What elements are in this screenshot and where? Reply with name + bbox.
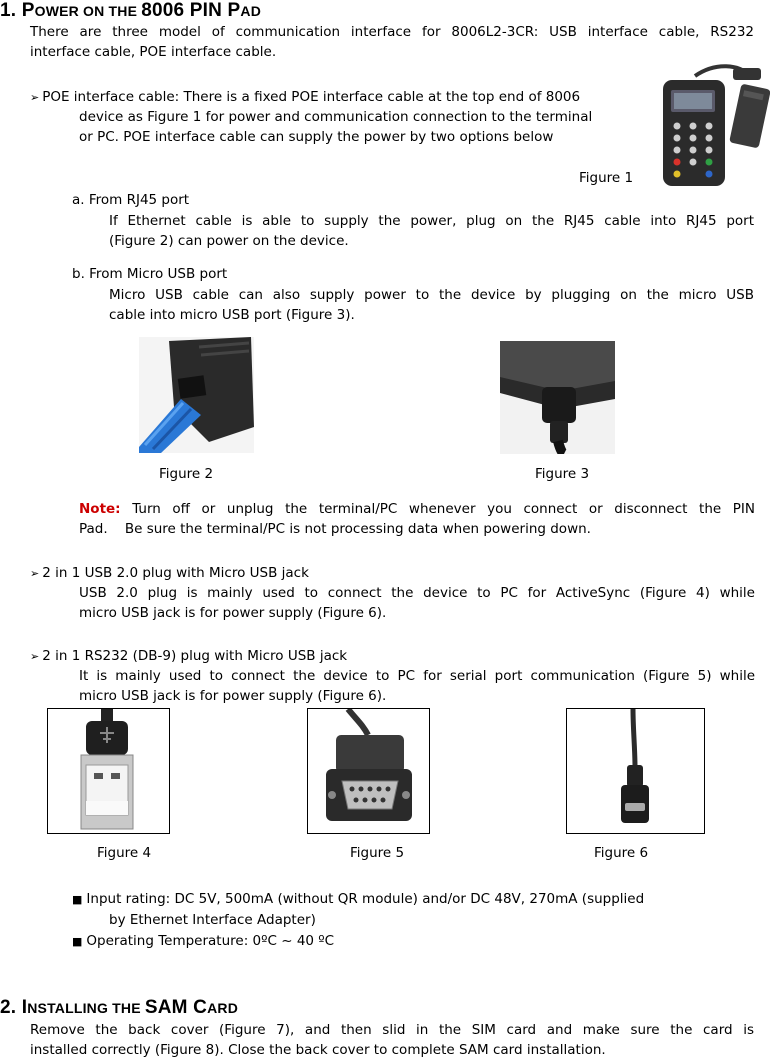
- figure-6-microusb-jack-image: [566, 708, 705, 834]
- figure-1-pinpad-image: [655, 58, 770, 190]
- arrow-bullet-icon: ➢: [30, 650, 40, 663]
- input-rating-line-1: Input rating: DC 5V, 500mA (without QR module) and/or DC 48V, 270mA (supplied: [86, 891, 645, 907]
- section-number: 2.: [0, 997, 17, 1018]
- rs232-title: 2 in 1 RS232 (DB-9) plug with Micro USB jack: [42, 648, 348, 664]
- figure-2-caption: Figure 2: [159, 466, 214, 482]
- figure-3-microusb-image: [500, 341, 615, 454]
- figure-4-usb-plug-image: [47, 708, 170, 834]
- title-part: ARD: [207, 1000, 239, 1016]
- rs232-line-2: micro USB jack is for power supply (Figure 6).: [79, 688, 387, 704]
- title-part: 8006 PIN P: [141, 0, 241, 21]
- poe-line-1: POE interface cable: There is a fixed POE interface cable at the top end of 8006: [42, 89, 581, 105]
- spec-operating-temp: [72, 931, 334, 952]
- note-line-1: [79, 499, 755, 519]
- poe-line-2: device as Figure 1 for power and communication connection to the terminal: [79, 109, 593, 125]
- figure-1-caption: Figure 1: [579, 170, 634, 186]
- section-2-line-2: installed correctly (Figure 8). Close the back cover to complete SAM card installation.: [30, 1042, 606, 1058]
- option-a-label: a. From RJ45 port: [72, 192, 190, 208]
- poe-bullet: [30, 87, 580, 108]
- square-bullet-icon: ■: [72, 893, 83, 906]
- note-line-2: Pad. Be sure the terminal/PC is not processing data when powering down.: [79, 521, 591, 537]
- spec-input-rating: [72, 889, 644, 910]
- usb-line-1: USB 2.0 plug is mainly used to connect the device to PC for ActiveSync (Figure 4) while: [79, 585, 755, 601]
- title-part: P: [21, 0, 35, 21]
- poe-line-3: or PC. POE interface cable can supply the power by two options below: [79, 129, 554, 145]
- title-part: AD: [240, 3, 262, 19]
- option-a-line-1: If Ethernet cable is able to supply the power, plug on the RJ45 cable into RJ45 port: [109, 213, 754, 229]
- figure-4-caption: Figure 4: [97, 845, 152, 861]
- usb-line-2: micro USB jack is for power supply (Figure 6).: [79, 605, 387, 621]
- figure-5-db9-image: [307, 708, 430, 834]
- arrow-bullet-icon: ➢: [30, 91, 40, 104]
- option-a-line-2: (Figure 2) can power on the device.: [109, 233, 349, 249]
- title-part: I: [21, 997, 28, 1018]
- title-part: OWER ON THE: [34, 3, 142, 19]
- title-part: SAM C: [144, 997, 208, 1018]
- rs232-line-1: It is mainly used to connect the device to PC for serial port communication (Figure 5) while: [79, 668, 755, 684]
- intro-line-1: There are three model of communication interface for 8006L2-3CR: USB interface cable, RS232: [30, 24, 754, 40]
- option-b-label: b. From Micro USB port: [72, 266, 228, 282]
- note-label: Note:: [79, 501, 121, 517]
- title-part: NSTALLING THE: [27, 1000, 145, 1016]
- figure-6-caption: Figure 6: [594, 845, 649, 861]
- arrow-bullet-icon: ➢: [30, 567, 40, 580]
- figure-2-rj45-image: [139, 337, 254, 453]
- usb-bullet: [30, 563, 309, 584]
- operating-temp-text: Operating Temperature: 0ºC ~ 40 ºC: [86, 933, 335, 949]
- rs232-bullet: [30, 646, 347, 667]
- section-2-heading: [0, 997, 238, 1019]
- figure-5-caption: Figure 5: [350, 845, 405, 861]
- section-1-heading: [0, 0, 261, 22]
- section-2-line-1: Remove the back cover (Figure 7), and then slid in the SIM card and make sure the card is: [30, 1022, 754, 1038]
- input-rating-line-2: by Ethernet Interface Adapter): [109, 912, 316, 928]
- option-b-line-1: Micro USB cable can also supply power to the device by plugging on the micro USB: [109, 287, 754, 303]
- intro-line-2: interface cable, POE interface cable.: [30, 44, 277, 60]
- option-b-line-2: cable into micro USB port (Figure 3).: [109, 307, 355, 323]
- square-bullet-icon: ■: [72, 935, 83, 948]
- note-text: Turn off or unplug the terminal/PC whenever you connect or disconnect the PIN: [132, 501, 756, 517]
- usb-title: 2 in 1 USB 2.0 plug with Micro USB jack: [42, 565, 309, 581]
- section-number: 1.: [0, 0, 17, 21]
- figure-3-caption: Figure 3: [535, 466, 590, 482]
